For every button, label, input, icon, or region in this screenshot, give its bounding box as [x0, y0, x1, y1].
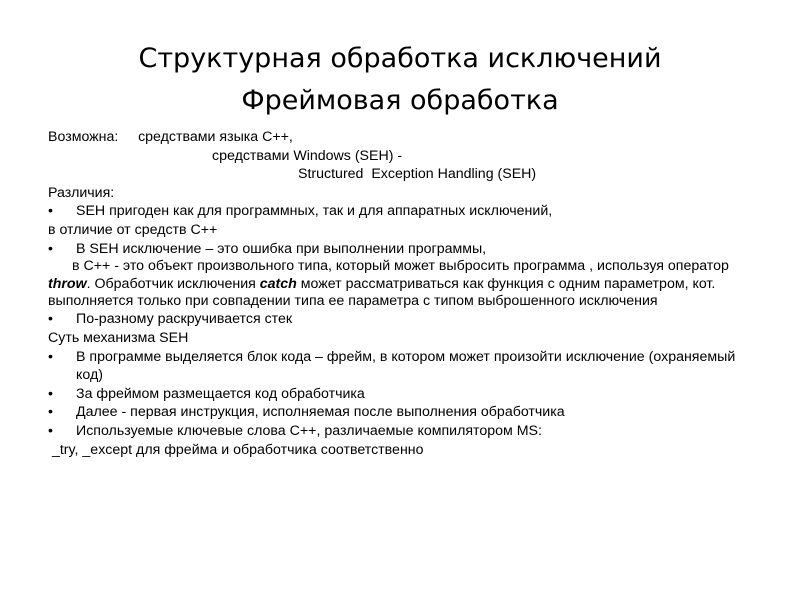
bullet-marker: •	[48, 348, 53, 365]
catch-keyword: catch	[259, 275, 297, 292]
bullet-marker: •	[48, 422, 53, 439]
paragraph-text-middle: . Обработчик исключения	[86, 275, 260, 292]
essence-item-4	[48, 422, 760, 441]
essence-item-1	[48, 348, 760, 385]
bullet-marker: •	[48, 404, 53, 421]
essence-item-2	[48, 385, 760, 404]
essence-text-2: За фреймом размещается код обработчика	[76, 385, 365, 402]
difference-item-1-continuation: в отличие от средств С++	[48, 221, 218, 238]
cpp-exception-paragraph	[48, 258, 760, 310]
bullet-marker: •	[48, 240, 53, 257]
essence-item-3	[48, 403, 760, 422]
difference-text-1: SEH пригоден как для программных, так и для аппаратных исключений,	[76, 203, 553, 220]
title-line-1: Структурная обработка исключений	[138, 43, 662, 74]
bullet-marker: •	[48, 385, 53, 402]
slide-content	[48, 128, 760, 459]
difference-text-3: По-разному раскручивается стек	[76, 311, 293, 328]
bullet-marker: •	[48, 203, 53, 220]
possible-item-1: средствами языка С++,	[138, 129, 293, 145]
difference-item-3	[48, 310, 760, 329]
difference-text-2: В SEH исключение – это ошибка при выполнении программы,	[76, 240, 487, 257]
bullet-marker: •	[48, 311, 53, 328]
difference-item-2	[48, 240, 760, 259]
essence-heading: Суть механизма SEH	[48, 329, 189, 346]
essence-text-4: Используемые ключевые слова С++, различаемые компилятором MS:	[76, 422, 542, 439]
difference-item-1	[48, 202, 760, 221]
paragraph-text-end: может рассматриваться как функция с одним параметром, кот. выполняется только при совпадении типа ее параметра с типом выброшенного исключения	[48, 275, 716, 309]
possible-row	[48, 128, 760, 147]
throw-keyword: throw	[48, 275, 87, 292]
essence-text-3: Далее - первая инструкция, исполняемая после выполнения обработчика	[76, 404, 565, 421]
possible-label: Возможна:	[48, 129, 119, 145]
possible-item-2: средствами Windows (SEH) -	[212, 147, 403, 164]
keywords-line: _try, _except для фрейма и обработчика соответственно	[48, 441, 424, 458]
slide-title	[0, 38, 800, 122]
paragraph-text-start: в С++ - это объект произвольного типа, который может выбросить программа , используя оператор	[72, 258, 729, 275]
possible-item-3: Structured Exception Handling (SEH)	[298, 166, 537, 183]
title-line-2: Фреймовая обработка	[241, 85, 559, 116]
differences-heading: Различия:	[48, 184, 115, 201]
essence-text-1: В программе выделяется блок кода – фрейм, в котором может произойти исключение (охраняемый код)	[76, 348, 736, 384]
